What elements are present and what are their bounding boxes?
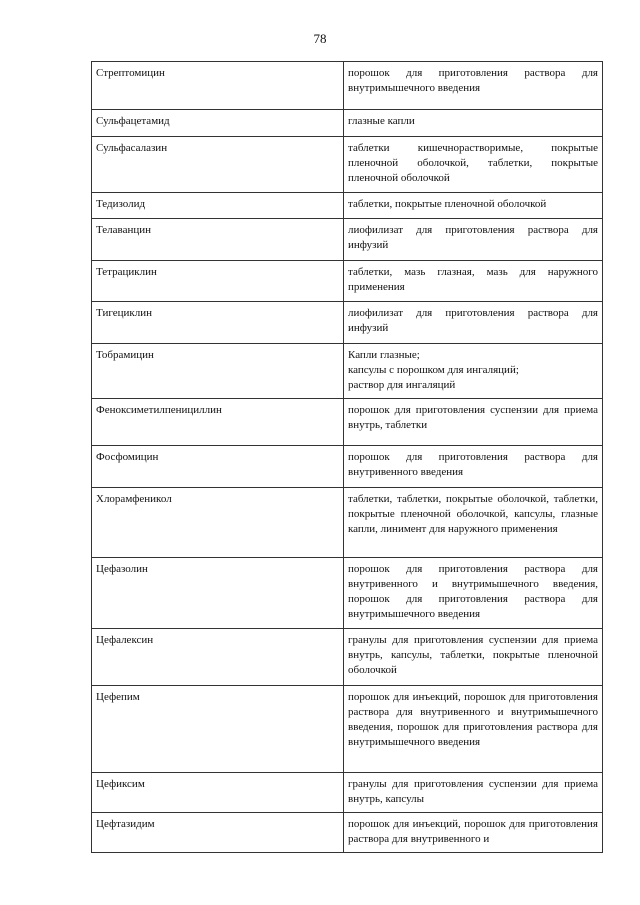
drug-name-cell: Тетрациклин: [92, 261, 344, 302]
table-row: [92, 813, 603, 853]
table-row: [92, 558, 603, 629]
drug-name-cell: Хлорамфеникол: [92, 488, 344, 558]
dosage-form-line: капсулы с порошком для ингаляций;: [348, 364, 519, 376]
dosage-form-line: порошок для приготовления раствора для внутривенного введения: [348, 451, 598, 478]
table-row: [92, 62, 603, 110]
dosage-form-line: гранулы для приготовления суспензии для приема внутрь, капсулы, таблетки, покрытые пленочной оболочкой: [348, 634, 598, 676]
dosage-form-cell: [344, 193, 603, 219]
dosage-form-cell: [344, 344, 603, 399]
dosage-form-cell: [344, 302, 603, 344]
dosage-form-line: порошок для приготовления суспензии для приема внутрь, таблетки: [348, 404, 598, 431]
table-row: [92, 302, 603, 344]
dosage-form-line: таблетки кишечнорастворимые, покрытые пленочной оболочкой, таблетки, покрытые пленочной оболочкой: [348, 142, 598, 184]
dosage-form-line: гранулы для приготовления суспензии для приема внутрь, капсулы: [348, 778, 598, 805]
table-row: [92, 446, 603, 488]
drug-name-cell: Тигециклин: [92, 302, 344, 344]
table-row: [92, 629, 603, 686]
table-row: [92, 686, 603, 773]
dosage-form-cell: [344, 773, 603, 813]
dosage-form-cell: [344, 62, 603, 110]
dosage-form-line: порошок для инъекций, порошок для приготовления раствора для внутривенного и: [348, 818, 598, 845]
dosage-form-cell: [344, 813, 603, 853]
dosage-form-cell: [344, 629, 603, 686]
drug-name-cell: Сульфасалазин: [92, 137, 344, 193]
table-row: [92, 193, 603, 219]
page-number: 78: [313, 31, 327, 46]
table-row: [92, 219, 603, 261]
dosage-form-cell: [344, 558, 603, 629]
drug-name-cell: Цефиксим: [92, 773, 344, 813]
dosage-form-cell: [344, 219, 603, 261]
drug-name-cell: Цефтазидим: [92, 813, 344, 853]
drug-name-cell: Стрептомицин: [92, 62, 344, 110]
dosage-form-line: глазные капли: [348, 115, 415, 127]
dosage-form-line: раствор для ингаляций: [348, 379, 456, 391]
dosage-form-cell: [344, 137, 603, 193]
dosage-form-line: порошок для инъекций, порошок для приготовления раствора для внутривенного и внутримышечного введения, порошок для приготовления раствора для внутримышечного введения: [348, 691, 598, 748]
drug-name-cell: Цефепим: [92, 686, 344, 773]
table-row: [92, 344, 603, 399]
table-body: [92, 62, 603, 853]
table-row: [92, 137, 603, 193]
dosage-form-line: таблетки, мазь глазная, мазь для наружного применения: [348, 266, 598, 293]
dosage-form-line: порошок для приготовления раствора для внутривенного и внутримышечного введения, порошок для приготовления раствора для внутримышечного введения: [348, 563, 598, 620]
table-row: [92, 488, 603, 558]
dosage-form-line: Капли глазные;: [348, 349, 420, 361]
dosage-form-line: таблетки, таблетки, покрытые оболочкой, таблетки, покрытые пленочной оболочкой, капсулы, глазные капли, линимент для наружного применения: [348, 493, 598, 535]
drug-name-cell: Цефазолин: [92, 558, 344, 629]
dosage-form-line: таблетки, покрытые пленочной оболочкой: [348, 198, 547, 210]
drug-name-cell: Феноксиметилпенициллин: [92, 399, 344, 446]
drug-forms-table: [91, 61, 603, 853]
drug-name-cell: Цефалексин: [92, 629, 344, 686]
drug-name-cell: Телаванцин: [92, 219, 344, 261]
table-row: [92, 773, 603, 813]
table-row: [92, 399, 603, 446]
dosage-form-cell: [344, 488, 603, 558]
dosage-form-cell: [344, 261, 603, 302]
drug-name-cell: Тобрамицин: [92, 344, 344, 399]
drug-name-cell: Фосфомицин: [92, 446, 344, 488]
table-row: [92, 110, 603, 137]
table-row: [92, 261, 603, 302]
drug-name-cell: Сульфацетамид: [92, 110, 344, 137]
dosage-form-line: порошок для приготовления раствора для внутримышечного введения: [348, 67, 598, 94]
dosage-form-cell: [344, 686, 603, 773]
dosage-form-line: лиофилизат для приготовления раствора для инфузий: [348, 307, 598, 334]
dosage-form-cell: [344, 399, 603, 446]
dosage-form-cell: [344, 110, 603, 137]
drug-name-cell: Тедизолид: [92, 193, 344, 219]
dosage-form-line: лиофилизат для приготовления раствора для инфузий: [348, 224, 598, 251]
dosage-form-cell: [344, 446, 603, 488]
